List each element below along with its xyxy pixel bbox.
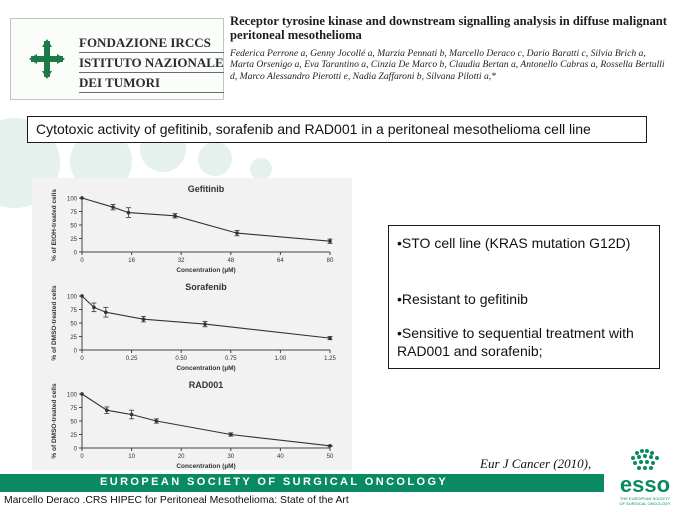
institution-line-1: FONDAZIONE IRCCS <box>79 35 224 53</box>
y-axis-label: % of DMSO-treated cells <box>51 285 58 361</box>
institution-logo <box>10 18 224 100</box>
x-axis-label: Concentration (µM) <box>176 267 236 274</box>
x-tick-label: 0.75 <box>224 356 237 362</box>
chart-title: RAD001 <box>188 380 224 390</box>
chart-title: Gefitinib <box>187 184 225 194</box>
y-tick-label: 25 <box>70 433 77 439</box>
findings-box <box>388 225 660 369</box>
data-point <box>80 294 84 298</box>
chart-title: Sorafenib <box>185 282 227 292</box>
esso-wordmark: esso <box>619 472 671 497</box>
data-point <box>127 211 131 215</box>
y-tick-label: 0 <box>73 446 77 453</box>
slide-title: Cytotoxic activity of gefitinib, sorafenib and RAD001 in a peritoneal mesothelioma cell line <box>36 121 591 137</box>
society-band <box>0 474 604 492</box>
y-tick-label: 25 <box>70 335 77 341</box>
series-line <box>82 394 330 446</box>
x-tick-label: 80 <box>326 258 334 264</box>
citation: Eur J Cancer (2010), <box>480 456 592 471</box>
background-bubble <box>250 158 272 180</box>
y-tick-label: 50 <box>70 223 77 230</box>
x-tick-label: 48 <box>227 258 235 264</box>
x-tick-label: 16 <box>128 258 135 264</box>
chart-gefitinib <box>32 178 352 274</box>
x-tick-label: 0.25 <box>125 356 138 362</box>
x-tick-label: 30 <box>227 454 235 460</box>
x-tick-label: 10 <box>128 454 135 460</box>
data-point <box>104 310 108 314</box>
y-tick-label: 0 <box>73 250 77 257</box>
data-point <box>105 408 109 412</box>
x-tick-label: 50 <box>326 454 334 460</box>
y-tick-label: 100 <box>66 196 77 203</box>
data-point <box>203 322 207 326</box>
data-point <box>328 336 332 340</box>
y-tick-label: 50 <box>70 419 77 426</box>
x-axis-label: Concentration (µM) <box>176 463 236 470</box>
footer-text: Marcello Deraco .CRS HIPEC for Peritoneal Mesothelioma: State of the Art <box>4 495 349 506</box>
esso-globe-icon <box>631 449 659 470</box>
data-point <box>328 239 332 243</box>
society-name: EUROPEAN SOCIETY OF SURGICAL ONCOLOGY <box>100 476 449 488</box>
esso-sub-1: THE EUROPEAN SOCIETY <box>619 496 671 501</box>
x-axis-label: Concentration (µM) <box>176 365 236 372</box>
paper-title: Receptor tyrosine kinase and downstream signalling analysis in diffuse malignant peritoneal mesothelioma <box>230 14 667 42</box>
x-tick-label: 20 <box>177 454 185 460</box>
data-point <box>229 433 233 437</box>
data-point <box>111 205 115 209</box>
x-tick-label: 64 <box>277 258 284 264</box>
x-tick-label: 1.00 <box>274 356 287 362</box>
y-axis-label: % of EtOH-treated cells <box>51 189 58 261</box>
paper-authors: Federica Perrone a, Genny Jocollé a, Marzia Pennati b, Marcello Deraco c, Dario Baratti c, Silvia Brich a, Marta Orsenigo a, Eva Tarantino a, Cinzia De Marco b, Claudia Bertan a, Antonello Cabras a, Rossella Bertulli d, Marco Alessandro Pierotti e, Nadia Zaffaroni b, Silvana Pilotti a,* <box>230 48 665 82</box>
figure-panel <box>32 178 352 470</box>
x-tick-label: 1.25 <box>324 356 336 362</box>
esso-sub-2: OF SURGICAL ONCOLOGY <box>619 501 671 506</box>
y-axis-label: % of DMSO-treated cells <box>51 383 58 459</box>
x-tick-label: 32 <box>177 258 185 264</box>
data-point <box>173 214 177 218</box>
data-point <box>235 231 239 235</box>
finding-sensitive: •Sensitive to sequential treatment with RAD001 and sorafenib; <box>397 325 634 359</box>
x-tick-label: 0.50 <box>175 356 188 362</box>
esso-logo <box>617 448 673 510</box>
y-tick-label: 25 <box>70 237 77 243</box>
y-tick-label: 100 <box>66 392 77 399</box>
y-tick-label: 0 <box>73 348 77 355</box>
background-bubble <box>198 142 232 176</box>
data-point <box>92 306 96 310</box>
institution-line-2: ISTITUTO NAZIONALE <box>79 55 224 73</box>
x-tick-label: 0 <box>80 454 84 460</box>
slide-title-banner <box>27 116 647 143</box>
finding-resistant: •Resistant to gefitinib <box>397 291 528 307</box>
series-line <box>82 198 330 241</box>
data-point <box>80 196 84 200</box>
institution-name <box>79 35 224 95</box>
data-point <box>155 419 159 423</box>
x-tick-label: 40 <box>277 454 284 460</box>
cross-emblem-icon <box>29 39 65 79</box>
x-tick-label: 0 <box>80 356 84 362</box>
data-point <box>142 317 146 321</box>
chart-rad001 <box>32 374 352 470</box>
y-tick-label: 75 <box>70 308 77 314</box>
data-point <box>328 444 332 448</box>
finding-cell-line: •STO cell line (KRAS mutation G12D) <box>397 235 631 251</box>
y-tick-label: 75 <box>70 406 77 412</box>
y-tick-label: 100 <box>66 294 77 301</box>
data-point <box>80 392 84 396</box>
series-line <box>82 296 330 338</box>
y-tick-label: 50 <box>70 321 77 328</box>
chart-sorafenib <box>32 276 352 372</box>
x-tick-label: 0 <box>80 258 84 264</box>
data-point <box>130 413 134 417</box>
institution-line-3: DEI TUMORI <box>79 75 224 93</box>
y-tick-label: 75 <box>70 210 77 216</box>
